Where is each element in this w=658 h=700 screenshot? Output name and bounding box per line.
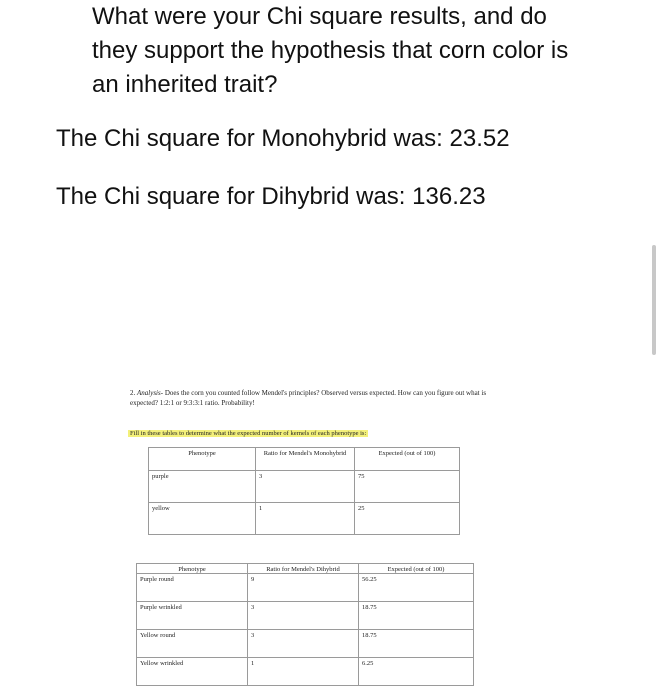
table-row [137,658,474,686]
table-row [149,503,460,535]
table-cell: Yellow wrinkled [137,658,248,686]
table-row [137,630,474,658]
table-cell: 3 [248,630,359,658]
analysis-number: 2. [130,389,137,397]
table-cell: purple [149,471,256,503]
table-cell: 1 [248,658,359,686]
table-header: Expected (out of 100) [359,564,474,574]
analysis-label: Analysis [137,389,161,397]
table-cell: 9 [248,574,359,602]
table-cell: 3 [248,602,359,630]
table-header-row [137,564,474,574]
table-cell: 25 [355,503,460,535]
table-cell: Yellow round [137,630,248,658]
table-header: Expected (out of 100) [355,448,460,471]
table-row [137,574,474,602]
dihybrid-result: The Chi square for Dihybrid was: 136.23 [56,183,486,210]
monohybrid-table [148,447,460,535]
table-header: Phenotype [149,448,256,471]
table-cell: 18.75 [359,630,474,658]
table-cell: 56.25 [359,574,474,602]
table-cell: 3 [256,471,355,503]
dihybrid-table [136,563,474,686]
table-cell: 75 [355,471,460,503]
table-header: Ratio for Mendel's Monohybrid [256,448,355,471]
table-header: Ratio for Mendel's Dihybrid [248,564,359,574]
table-row [137,602,474,630]
table-cell: Purple wrinkled [137,602,248,630]
question-text: What were your Chi square results, and do they support the hypothesis that corn color is an inherited trait? [92,3,569,98]
table-cell: 18.75 [359,602,474,630]
table-row [149,471,460,503]
table-cell: Purple round [137,574,248,602]
table-cell: 1 [256,503,355,535]
table-cell: yellow [149,503,256,535]
table-cell: 6.25 [359,658,474,686]
table-header-row [149,448,460,471]
fill-instruction: Fill in these tables to determine what the expected number of kernels of each phenotype is: [130,430,367,437]
table-header: Phenotype [137,564,248,574]
monohybrid-result: The Chi square for Monohybrid was: 23.52 [56,125,510,152]
analysis-text: - Does the corn you counted follow Mendel's principles? Observed versus expected. How can you figure out what is expected? 1:2:1 or 9:3:3:1 ratio. Probability! [130,389,487,407]
analysis-paragraph [130,388,490,408]
